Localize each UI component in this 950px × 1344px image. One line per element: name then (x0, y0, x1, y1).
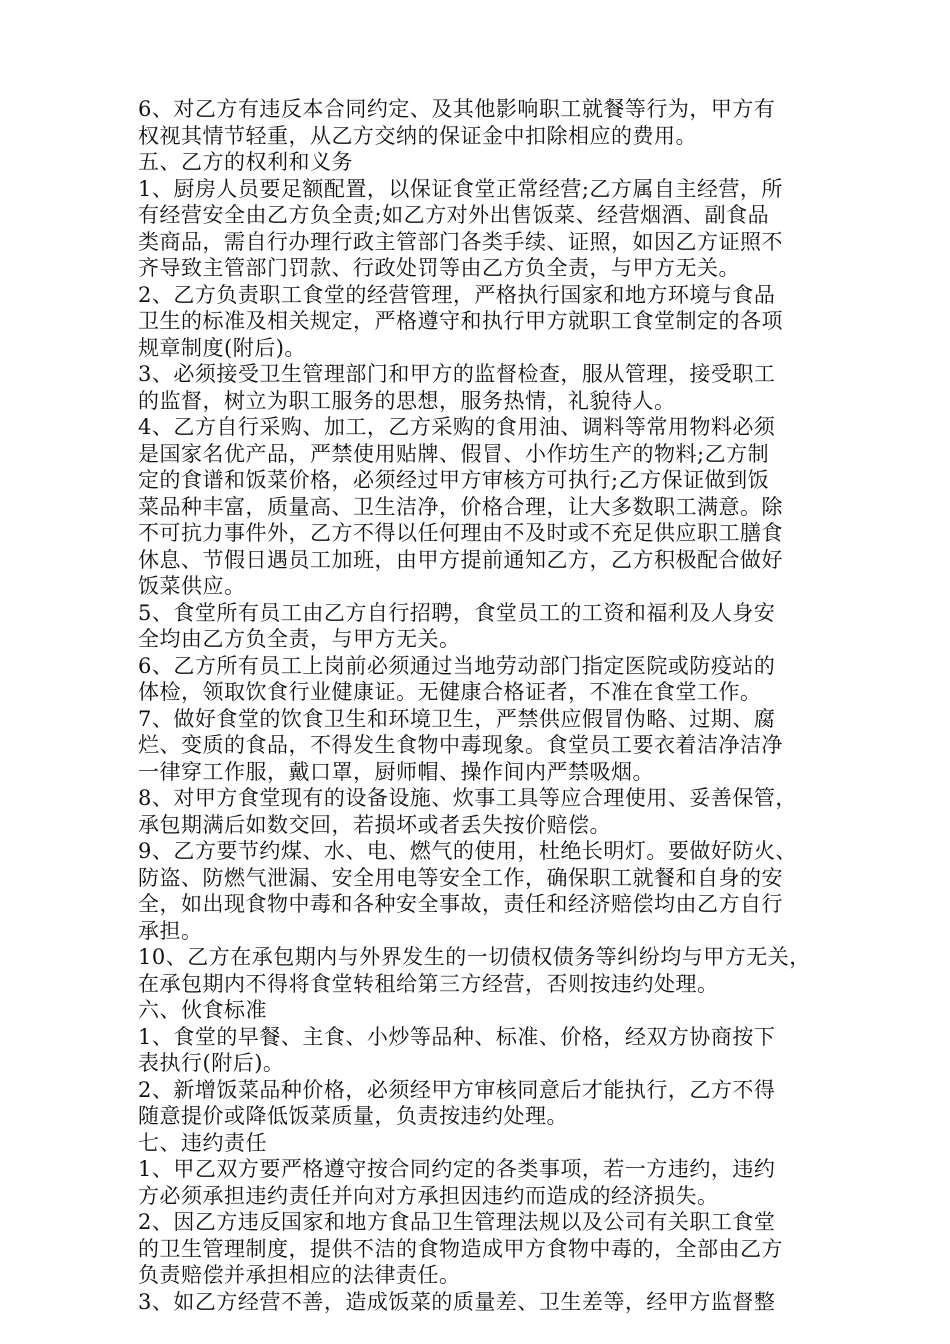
text-line: 权视其情节轻重，从乙方交纳的保证金中扣除相应的费用。 (138, 123, 697, 148)
text-line: 有经营安全由乙方负全责;如乙方对外出售饭菜、经营烟酒、副食品 (138, 203, 770, 227)
text-line: 1、厨房人员要足额配置，以保证食堂正常经营;乙方属自主经营，所 (138, 176, 783, 201)
text-line: 8、对甲方食堂现有的设备设施、炊事工具等应合理使用、妥善保管， (138, 786, 797, 810)
text-line: 全均由乙方负全责，与甲方无关。 (138, 627, 461, 651)
section-heading: 七、违约责任 (138, 1130, 267, 1155)
text-line: 在承包期内不得将食堂转租给第三方经营，否则按违约处理。 (138, 971, 719, 996)
text-line: 6、乙方所有员工上岗前必须通过当地劳动部门指定医院或防疫站的 (138, 653, 776, 678)
text-line: 全，如出现食物中毒和各种安全事故，责任和经济赔偿均由乙方自行 (138, 892, 783, 916)
text-line: 表执行(附后)。 (138, 1051, 285, 1075)
text-line: 2、新增饭菜品种价格，必须经甲方审核同意后才能执行，乙方不得 (138, 1077, 776, 1102)
text-line: 承包期满后如数交回，若损坏或者丢失按价赔偿。 (138, 812, 611, 837)
text-line: 负责赔偿并承担相应的法律责任。 (138, 1263, 461, 1287)
text-line: 随意提价或降低饭菜质量，负责按违约处理。 (138, 1104, 568, 1128)
text-line: 1、食堂的早餐、主食、小炒等品种、标准、价格，经双方协商按下 (138, 1024, 776, 1049)
text-line: 防盗、防燃气泄漏、安全用电等安全工作，确保职工就餐和自身的安 (138, 865, 783, 890)
section-heading: 五、乙方的权利和义务 (138, 150, 353, 174)
document-body (138, 96, 828, 1315)
text-line: 4、乙方自行采购、加工，乙方采购的食用油、调料等常用物料必须 (138, 415, 776, 439)
text-line: 5、食堂所有员工由乙方自行招聘，食堂员工的工资和福利及人身安 (138, 600, 776, 625)
text-line: 的监督，树立为职工服务的思想，服务热情，礼貌待人。 (138, 388, 676, 413)
text-line: 1、甲乙双方要严格遵守按合同约定的各类事项，若一方违约，违约 (138, 1157, 776, 1181)
text-line: 规章制度(附后)。 (138, 335, 306, 360)
text-line: 的卫生管理制度，提供不洁的食物造成甲方食物中毒的，全部由乙方 (138, 1236, 783, 1261)
text-line: 10、乙方在承包期内与外界发生的一切债权债务等纠纷均与甲方无关， (138, 945, 811, 969)
text-line: 菜品种丰富，质量高、卫生洁净，价格合理，让大多数职工满意。除 (138, 494, 783, 519)
text-line: 2、乙方负责职工食堂的经营管理，严格执行国家和地方环境与食品 (138, 282, 776, 307)
text-line: 体检，领取饮食行业健康证。无健康合格证者，不准在食堂工作。 (138, 680, 762, 704)
text-line: 定的食谱和饭菜价格，必须经过甲方审核方可执行;乙方保证做到饭 (138, 468, 770, 492)
text-line: 方必须承担违约责任并向对方承担因违约而造成的经济损失。 (138, 1183, 719, 1208)
text-line: 一律穿工作服，戴口罩，厨师帽、操作间内严禁吸烟。 (138, 759, 654, 784)
text-line: 3、如乙方经营不善，造成饭菜的质量差、卫生差等，经甲方监督整 (138, 1289, 776, 1314)
text-line: 不可抗力事件外，乙方不得以任何理由不及时或不充足供应职工膳食 (138, 521, 783, 545)
text-line: 2、因乙方违反国家和地方食品卫生管理法规以及公司有关职工食堂 (138, 1210, 776, 1234)
text-line: 7、做好食堂的饮食卫生和环境卫生，严禁供应假冒伪略、过期、腐 (138, 706, 776, 731)
text-line: 卫生的标准及相关规定，严格遵守和执行甲方就职工食堂制定的各项 (138, 309, 783, 333)
text-line: 饭菜供应。 (138, 574, 246, 598)
section-heading: 六、伙食标准 (138, 998, 267, 1022)
text-line: 9、乙方要节约煤、水、电、燃气的使用，杜绝长明灯。要做好防火、 (138, 839, 797, 863)
text-line: 休息、节假日遇员工加班，由甲方提前通知乙方，乙方积极配合做好 (138, 547, 783, 572)
text-line: 齐导致主管部门罚款、行政处罚等由乙方负全责，与甲方无关。 (138, 256, 740, 280)
text-line: 3、必须接受卫生管理部门和甲方的监督检查，服从管理，接受职工 (138, 362, 776, 386)
text-line: 承担。 (138, 918, 203, 943)
text-line: 类商品，需自行办理行政主管部门各类手续、证照，如因乙方证照不 (138, 229, 783, 254)
text-line: 烂、变质的食品，不得发生食物中毒现象。食堂员工要衣着洁净洁净 (138, 733, 783, 757)
text-line: 是国家名优产品，严禁使用贴牌、假冒、小作坊生产的物料;乙方制 (138, 441, 770, 466)
text-line: 6、对乙方有违反本合同约定、及其他影响职工就餐等行为，甲方有 (138, 97, 776, 121)
